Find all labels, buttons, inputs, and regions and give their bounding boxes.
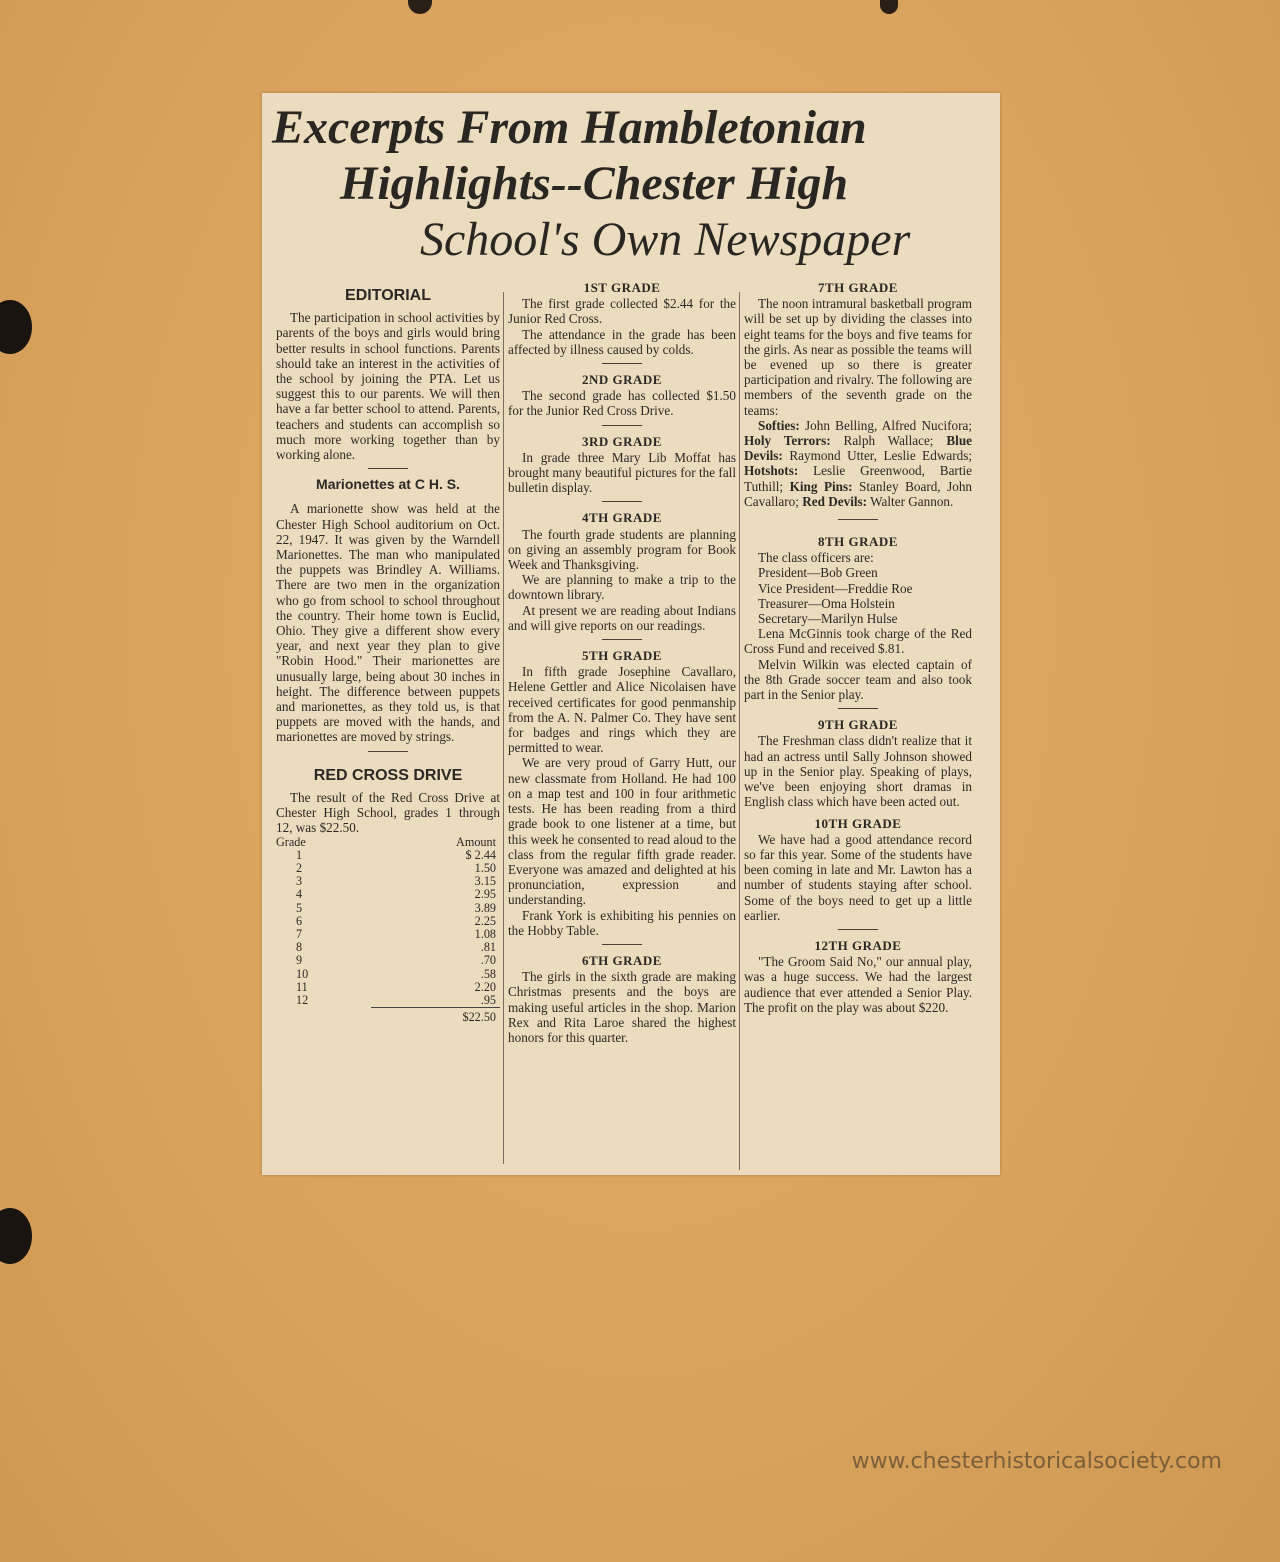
grade8-intro: The class officers are: [758, 550, 874, 566]
team-members: Raymond Utter, Leslie Edwards; [789, 448, 972, 464]
grade8-title: 8TH GRADE [818, 534, 898, 550]
section-separator [368, 751, 408, 752]
grade7-title: 7TH GRADE [818, 280, 898, 295]
amount-cell: $ 2.44 [465, 847, 496, 862]
grade1-text-1: The first grade collected $2.44 for the Junior Red Cross. [508, 296, 736, 327]
amount-cell: 3.15 [474, 874, 496, 889]
section-separator [838, 519, 878, 520]
grade3-text-1: In grade three Mary Lib Moffat has brought many beautiful pictures for the fall bulletin display. [508, 449, 736, 496]
grade-cell: 9 [296, 953, 303, 968]
team-members: Leslie Greenwood, Bartie Tuthill; [744, 463, 973, 494]
grade-cell: 6 [296, 913, 303, 928]
grade-cell: 4 [296, 887, 303, 902]
officer: Vice President—Freddie Roe [758, 580, 913, 596]
grade2-text-1: The second grade has collected $1.50 for the Junior Red Cross Drive. [508, 388, 736, 419]
grade4-text-2: We are planning to make a trip to the downtown library. [508, 572, 736, 603]
team-name: Hotshots: [744, 463, 799, 479]
amount-cell: 2.25 [474, 913, 496, 928]
table-row [276, 941, 500, 954]
grade9-text-1: The Freshman class didn't realize that it had an actress until Sally Johnson showed up in the Senior play. Speaking of plays, we've been enjoying short dramas in English class which have been acted out. [744, 733, 972, 810]
team-members: Stanley Board, John Cavallaro; [744, 478, 973, 509]
team-name: Holy Terrors: [744, 433, 831, 449]
column-divider [739, 292, 740, 1170]
red-cross-title: RED CROSS DRIVE [313, 766, 463, 784]
marionettes-text: A marionette show was held at the Chester High School auditorium on Oct. 22, 1947. It was given by the Warndell Marionettes. The man who manipulated the puppets was Brindley A. Williams. There are two men in the organization who go from school to school throughout the country. Their home town is Euclid, Ohio. They give a different show every year, and next year they plan to give "Robin Hood." Their marionettes are unusually large, being about 30 inches in height. The difference between puppets and marionettes, as they told us, is that puppets are moved with the hands, and marionettes are moved by strings. [276, 501, 500, 745]
amount-cell: .58 [480, 966, 496, 981]
amount-cell: .95 [480, 992, 496, 1007]
grade4-text-3: At present we are reading about Indians and will give reports on our readings. [508, 602, 736, 633]
table-row [276, 981, 500, 994]
grade5-title: 5TH GRADE [582, 648, 662, 664]
team-members: Walter Gannon. [870, 493, 954, 509]
section-separator [368, 468, 408, 469]
section-separator [838, 708, 878, 709]
grade7-teams [744, 418, 972, 509]
grade1-text-2: The attendance in the grade has been affected by illness caused by colds. [508, 326, 736, 357]
column-2 [508, 280, 736, 1045]
grade8-text-1: Lena McGinnis took charge of the Red Cross Fund and received $.81. [744, 626, 972, 657]
column-3 [744, 280, 972, 1015]
grade4-text-1: The fourth grade students are planning on giving an assembly program for Book Week and Thanksgiving. [508, 526, 736, 573]
grade-cell: 3 [296, 874, 303, 889]
headline-line-3: School's Own Newspaper [420, 213, 911, 266]
grade5-text-1: In fifth grade Josephine Cavallaro, Helene Gettler and Alice Nicolaisen have received certificates for good penmanship from the A. N. Palmer Co. They have sent for badges and rings which they are permitted to wear. [508, 664, 736, 756]
grade-cell: 5 [296, 900, 303, 915]
amount-cell: .70 [480, 953, 496, 968]
grade3-title: 3RD GRADE [582, 433, 662, 449]
team-name: Blue Devils: [744, 433, 973, 464]
officer: President—Bob Green [758, 565, 878, 581]
red-cross-table [276, 836, 500, 1025]
officer: Treasurer—Oma Holstein [758, 595, 895, 611]
grade10-title: 10TH GRADE [814, 815, 902, 831]
section-separator [602, 639, 642, 640]
grade-cell: 1 [296, 847, 303, 862]
table-row [276, 902, 500, 915]
table-row [276, 862, 500, 875]
total-amount: $22.50 [371, 1008, 500, 1025]
amount-cell: 1.08 [474, 926, 496, 941]
grade-cell: 8 [296, 940, 303, 955]
grade-cell: 2 [296, 860, 303, 875]
grade2-title: 2ND GRADE [582, 372, 662, 388]
website-watermark: www.chesterhistoricalsociety.com [851, 1449, 1222, 1474]
amount-cell: .81 [480, 940, 496, 955]
headline-line-2: Highlights--Chester High [340, 157, 849, 210]
team-members: Ralph Wallace; [843, 433, 934, 449]
table-header [276, 836, 500, 849]
headline [272, 100, 992, 268]
amount-cell: 2.95 [474, 887, 496, 902]
grade-cell: 7 [296, 926, 303, 941]
headline-line-1: Excerpts From Hambletonian [272, 101, 867, 154]
section-separator [602, 944, 642, 945]
table-row [276, 954, 500, 967]
amount-cell: 1.50 [474, 860, 496, 875]
column-1 [276, 280, 500, 1024]
section-separator [838, 929, 878, 930]
binder-hole [0, 1208, 32, 1264]
grade-cell: 12 [296, 993, 309, 1008]
grade5-text-3: Frank York is exhibiting his pennies on the Hobby Table. [508, 907, 736, 938]
red-cross-text: The result of the Red Cross Drive at Chester High School, grades 1 through 12, was $22.50. [276, 789, 500, 836]
torn-edge-mark [880, 0, 898, 14]
grade6-text-1: The girls in the sixth grade are making Christmas presents and the boys are making useful articles in the shop. Marion Rex and Rita Laroe shared the highest honors for this quarter. [508, 969, 736, 1045]
table-row [276, 888, 500, 901]
grade10-text-1: We have had a good attendance record so far this year. Some of the students have been coming in late and Mr. Lawton has a number of students staying after school. Some of the boys need to get up a little earlier. [744, 831, 972, 923]
team-name: Red Devils: [802, 493, 868, 509]
marionettes-title: Marionettes at C H. S. [316, 476, 460, 493]
section-separator [602, 363, 642, 364]
editorial-title: EDITORIAL [345, 287, 431, 304]
table-row [276, 928, 500, 941]
binder-hole [0, 300, 32, 354]
section-separator [602, 501, 642, 502]
grade-cell: 11 [296, 979, 308, 994]
column-divider [503, 292, 504, 1164]
grade12-title: 12TH GRADE [814, 937, 902, 953]
table-row [276, 968, 500, 981]
grade-cell: 10 [296, 966, 309, 981]
grade1-title: 1ST GRADE [583, 280, 661, 295]
grade4-title: 4TH GRADE [582, 510, 662, 526]
table-row [276, 915, 500, 928]
torn-edge-mark [408, 0, 432, 14]
grade5-text-2: We are very proud of Garry Hutt, our new classmate from Holland. He had 100 on a map test and 100 in four arithmetic tests. He has been reading from a third grade book to one listener at a time, but this week he consented to read aloud to the class from the regular fifth grade reader. Everyone was amazed and delighted at his pronunciation, expression and understanding. [508, 755, 736, 908]
grade6-title: 6TH GRADE [582, 952, 662, 968]
grade7-text-1: The noon intramural basketball program will be set up by dividing the classes into eight teams for the boys and five teams for the girls. As near as possible the teams will be evened up so there is greater participation and rivalry. The following are members of the seventh grade on the teams: [744, 296, 972, 418]
amount-cell: 3.89 [474, 900, 496, 915]
grade-header: Grade [276, 834, 306, 849]
section-separator [602, 425, 642, 426]
officer: Secretary—Marilyn Hulse [758, 611, 898, 627]
grade12-text-1: "The Groom Said No," our annual play, was a huge success. We had the largest audience that ever attended a Senior Play. The profit on the play was about $220. [744, 954, 972, 1015]
team-name: King Pins: [789, 478, 853, 494]
grade9-title: 9TH GRADE [818, 717, 898, 733]
total-row [276, 1008, 500, 1025]
table-row [276, 994, 500, 1008]
editorial-text: The participation in school activities by parents of the boys and girls would bring better results in school functions. Parents should take an interest in the activities of the school by joining the PTA. Let us suggest this to our parents. We will then have a far better school to attend. Parents, teachers and students can accomplish so much more working together than by working alone. [276, 310, 500, 463]
team-members: John Belling, Alfred Nucifora; [805, 417, 972, 433]
amount-cell: 2.20 [474, 979, 496, 994]
grade8-text-2: Melvin Wilkin was elected captain of the 8th Grade soccer team and also took part in the Senior play. [744, 656, 972, 703]
amount-header: Amount [456, 834, 496, 849]
table-row [276, 875, 500, 888]
table-row [276, 849, 500, 862]
team-name: Softies: [758, 417, 800, 433]
